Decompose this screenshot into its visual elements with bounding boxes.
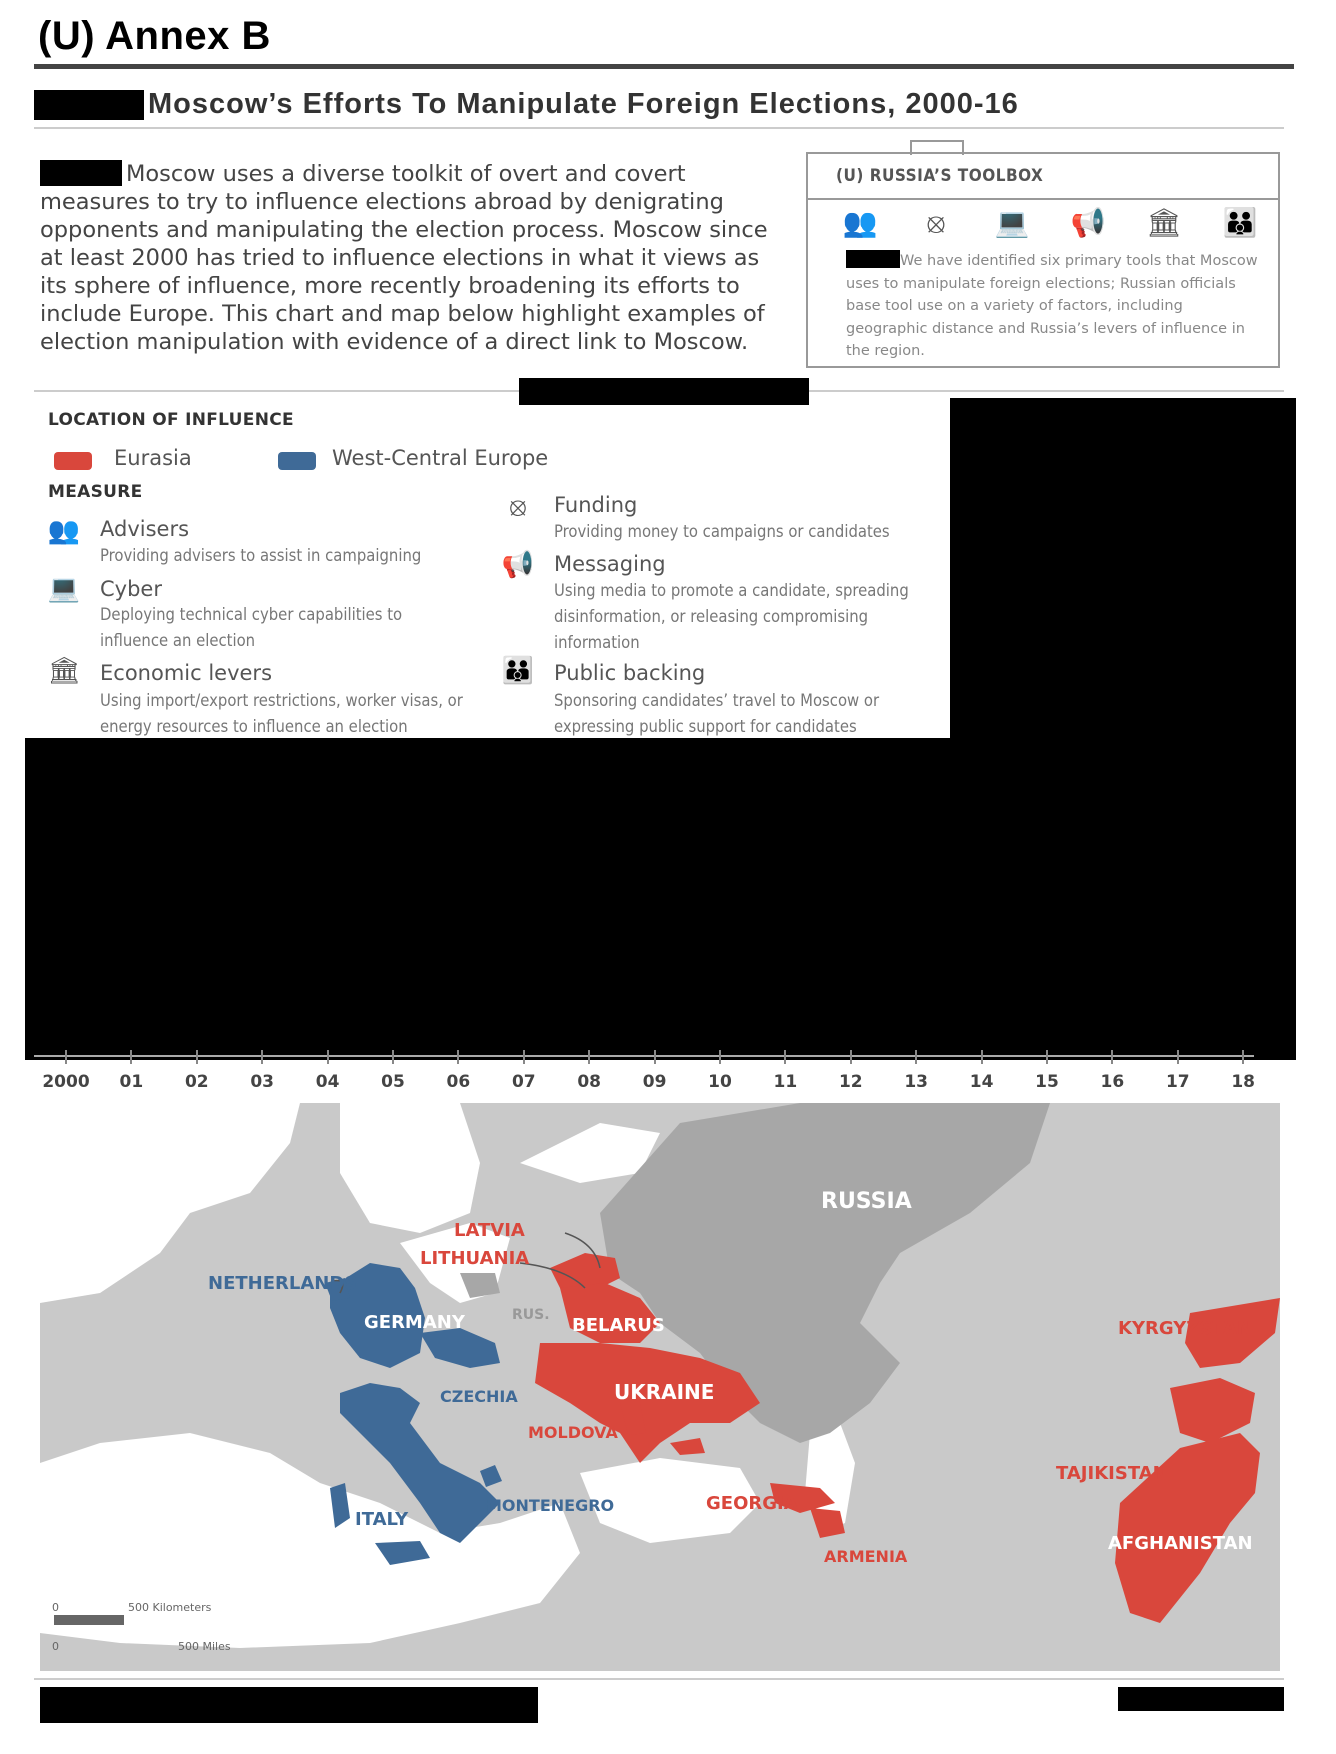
redaction-title-classification [34, 90, 144, 120]
public-backing-icon: 👪 [501, 656, 535, 686]
intro-paragraph [40, 160, 780, 356]
advisers-icon: 👥 [47, 516, 81, 546]
russia-label: RUSSIA [821, 1189, 912, 1214]
belarus-label: BELARUS [572, 1315, 665, 1336]
scale-zero-miles: 0 [52, 1640, 59, 1653]
funding-desc: Providing money to campaigns or candidates [554, 522, 890, 541]
timeline-tick [523, 1050, 525, 1064]
afghanistan-label: AFGHANISTAN [1108, 1533, 1253, 1554]
economic-levers-icon: 🏛 [1146, 206, 1182, 239]
timeline-year-label: 12 [838, 1072, 863, 1092]
messaging-label: Messaging [554, 552, 666, 576]
kyrgyzstan-label: KYRGYZSTAN [1118, 1318, 1253, 1339]
toolbox-title: (U) RUSSIA’S TOOLBOX [836, 166, 1044, 186]
timeline-tick [1046, 1050, 1048, 1064]
timeline-tick [392, 1050, 394, 1064]
intro-text: Moscow uses a diverse toolkit of overt and covert measures to try to influence elections abroad by denigrating opponents and manipulating the election process. Moscow since at least 2000 has tried to influence elections in what it views as its sphere of influence, more recently broadening its efforts to include Europe. This chart and map below highlight examples of election manipulation with evidence of a direct link to Moscow. [40, 161, 768, 355]
redaction-footer-right [1118, 1687, 1284, 1711]
montenegro-label: MONTENEGRO [486, 1496, 615, 1515]
timeline-axis [34, 1055, 1254, 1057]
timeline-year-label: 05 [381, 1072, 405, 1092]
timeline-year-label: 13 [904, 1072, 929, 1092]
redaction-toolbox-marking [846, 250, 900, 268]
cyber-desc: Deploying technical cyber capabilities to influence an election [100, 605, 403, 650]
cyber-icon: 💻 [47, 574, 81, 604]
timeline-year-label: 10 [708, 1072, 732, 1092]
timeline-tick [1242, 1050, 1244, 1064]
location-caption: LOCATION OF INFLUENCE [48, 410, 294, 430]
eurasia-label: Eurasia [114, 446, 192, 470]
funding-label: Funding [554, 493, 638, 517]
netherlands-label: NETHERLANDS [208, 1273, 358, 1294]
west-central-europe-swatch [278, 452, 316, 470]
messaging-desc: Using media to promote a candidate, spreading disinformation, or releasing compromising information [554, 581, 909, 652]
armenia-label: ARMENIA [824, 1547, 908, 1566]
timeline-tick [654, 1050, 656, 1064]
timeline-year-label: 04 [315, 1072, 340, 1092]
timeline-year-label: 2000 [42, 1072, 90, 1092]
messaging-icon: 📢 [1070, 206, 1106, 239]
scale-zero-km: 0 [52, 1601, 59, 1614]
footer-divider [34, 1678, 1284, 1680]
document-title: Moscow’s Efforts To Manipulate Foreign Elections, 2000-16 [148, 88, 1019, 120]
timeline-tick [196, 1050, 198, 1064]
redaction-legend-top [519, 378, 809, 405]
timeline-year-label: 09 [642, 1072, 667, 1092]
header-divider [34, 127, 1284, 129]
eurasia-swatch [54, 452, 92, 470]
economic-levers-icon: 🏛 [47, 656, 81, 686]
timeline-tick [915, 1050, 917, 1064]
timeline-tick [261, 1050, 263, 1064]
timeline-year-label: 08 [577, 1072, 602, 1092]
germany-label: GERMANY [364, 1312, 465, 1333]
funding-icon: ⦻ [509, 492, 527, 522]
public-backing-label: Public backing [554, 661, 706, 685]
timeline-tick [1111, 1050, 1113, 1064]
advisers-desc: Providing advisers to assist in campaigning [100, 546, 422, 565]
timeline-tick [130, 1050, 132, 1064]
messaging-icon: 📢 [501, 550, 535, 580]
funding-icon: ⦻ [926, 206, 946, 239]
rus-label: RUS. [512, 1307, 550, 1323]
economic-levers-label: Economic levers [100, 661, 273, 685]
timeline-tick [588, 1050, 590, 1064]
timeline-year-label: 14 [969, 1072, 994, 1092]
timeline-year-label: 02 [184, 1072, 209, 1092]
timeline-tick [1177, 1050, 1179, 1064]
timeline-year-label: 01 [119, 1072, 144, 1092]
timeline-year-label: 17 [1165, 1072, 1190, 1092]
economic-levers-desc: Using import/export restrictions, worker visas, or energy resources to influence an election [100, 691, 463, 736]
timeline-tick [850, 1050, 852, 1064]
cyber-label: Cyber [100, 577, 162, 601]
timeline-year-label: 06 [446, 1072, 471, 1092]
advisers-label: Advisers [100, 517, 190, 541]
redaction-footer-left [40, 1687, 538, 1723]
moldova-label: MOLDOVA [528, 1423, 618, 1442]
latvia-label: LATVIA [454, 1220, 525, 1241]
cyber-icon: 💻 [994, 206, 1030, 239]
czechia-label: CZECHIA [440, 1387, 518, 1406]
timeline-year-label: 07 [511, 1072, 536, 1092]
timeline-year-label: 16 [1100, 1072, 1125, 1092]
lithuania-label: LITHUANIA [420, 1248, 530, 1269]
timeline-tick [65, 1050, 67, 1064]
timeline-year-label: 11 [773, 1072, 798, 1092]
redaction-chart-block [25, 738, 1296, 1060]
timeline-tick [784, 1050, 786, 1064]
advisers-icon: 👥 [842, 206, 878, 239]
toolbox-text: We have identified six primary tools that Moscow uses to manipulate foreign elections; Russian officials base tool use on a variety of factors, including geographic distance and Russia’s levers of influence in the region. [846, 250, 1266, 363]
annex-title: (U) Annex B [38, 14, 271, 58]
public-backing-desc: Sponsoring candidates’ travel to Moscow or expressing public support for candidates [554, 691, 880, 736]
timeline-tick [457, 1050, 459, 1064]
timeline-year-label: 18 [1231, 1072, 1256, 1092]
scale-km-label: 500 Kilometers [128, 1601, 212, 1614]
timeline-tick [719, 1050, 721, 1064]
redaction-right-block [950, 398, 1296, 738]
tajikistan-label: TAJIKISTAN [1056, 1463, 1168, 1484]
scale-miles-label: 500 Miles [178, 1640, 231, 1653]
georgia-label: GEORGIA [706, 1493, 798, 1514]
ukraine-label: UKRAINE [614, 1380, 715, 1404]
timeline-tick [981, 1050, 983, 1064]
timeline-year-label: 15 [1035, 1072, 1059, 1092]
redaction-paragraph-marking [40, 160, 122, 186]
toolbox-icons [840, 206, 1260, 246]
italy-label: ITALY [355, 1509, 409, 1530]
toolbox-divider [806, 198, 1278, 200]
measure-caption: MEASURE [48, 482, 143, 502]
west-central-europe-label: West-Central Europe [332, 446, 549, 470]
public-backing-icon: 👪 [1222, 206, 1258, 239]
timeline-year-label: 03 [250, 1072, 275, 1092]
scale-bar-segment [124, 1615, 194, 1625]
title-divider [34, 64, 1294, 69]
timeline-tick [327, 1050, 329, 1064]
